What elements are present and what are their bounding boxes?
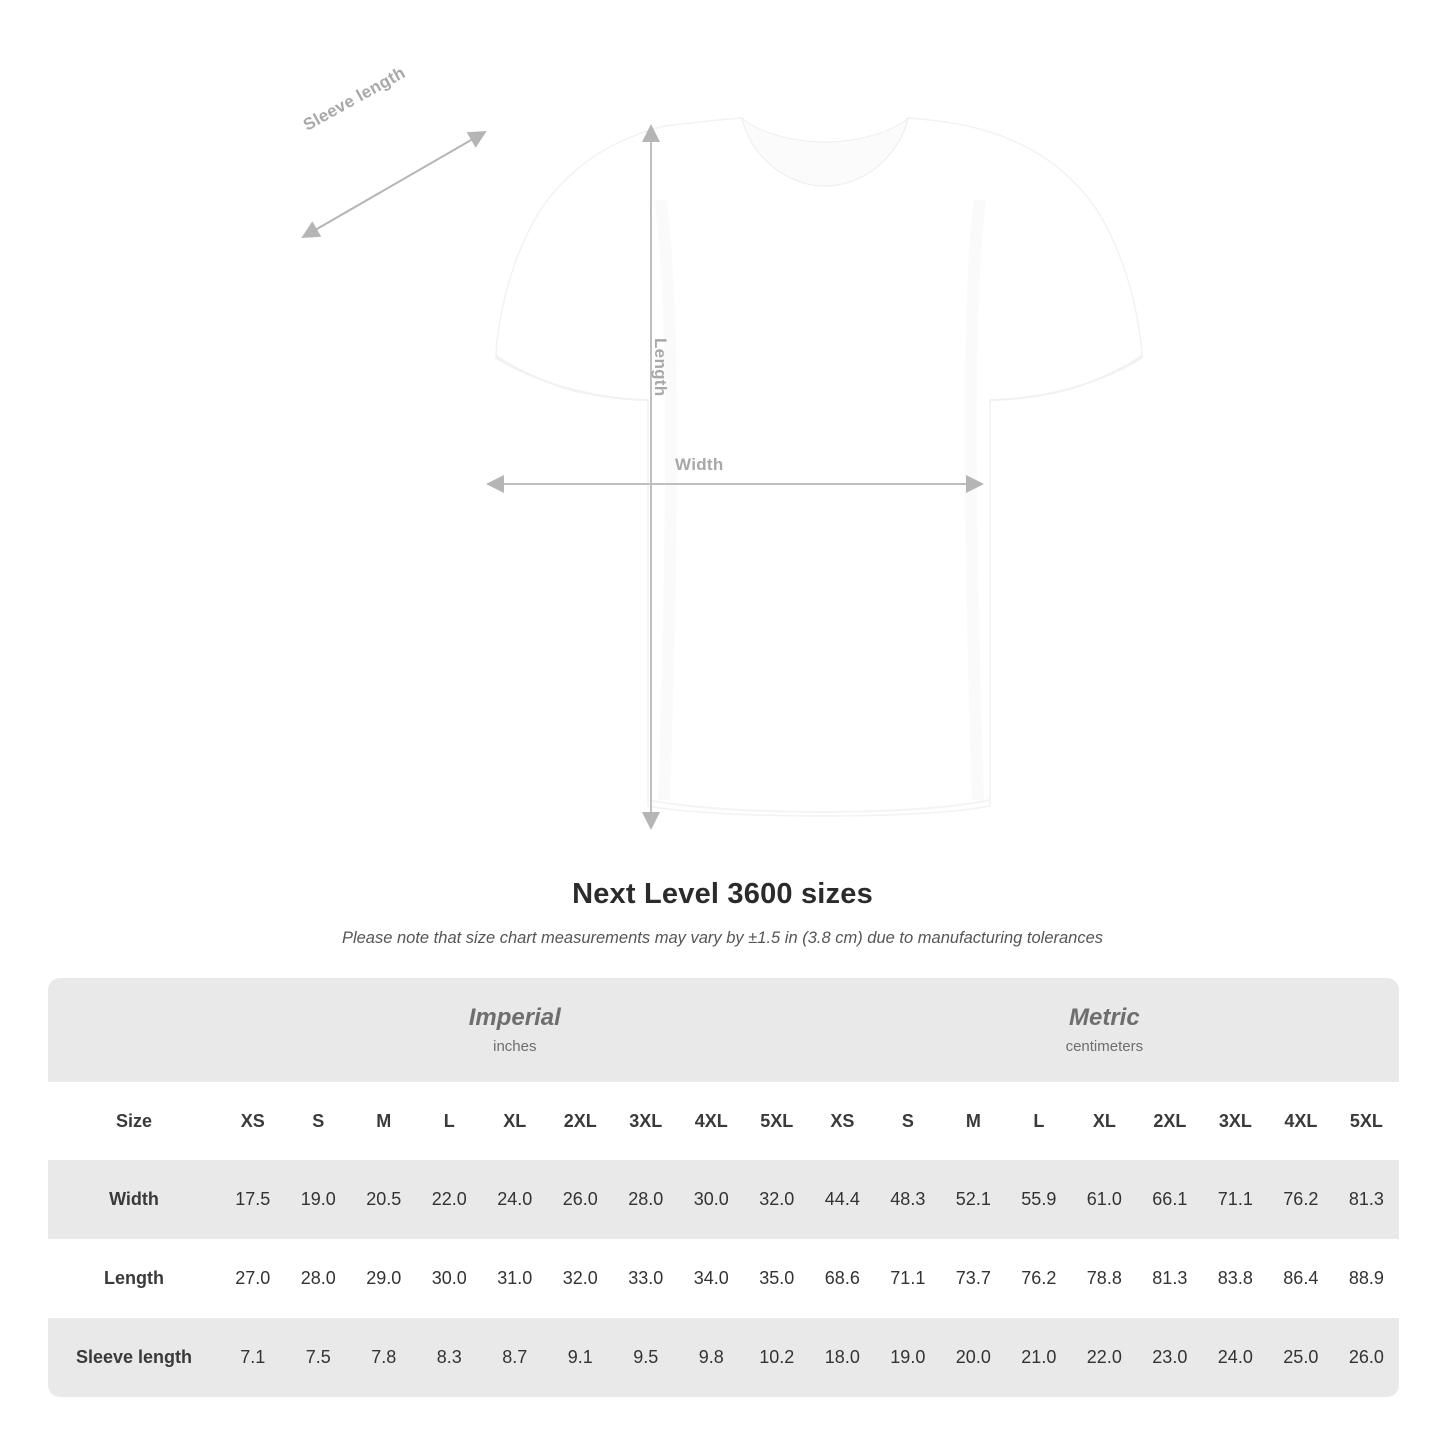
cell-length-8: 35.0	[744, 1239, 810, 1318]
table-row	[48, 1160, 1399, 1239]
cell-width-7: 30.0	[679, 1160, 745, 1239]
title-block	[0, 878, 1445, 948]
cell-width-4: 24.0	[482, 1160, 548, 1239]
size-header-2xl-metric: 2XL	[1137, 1082, 1203, 1160]
cell-length-0: 27.0	[220, 1239, 286, 1318]
sleeve-dimension-arrow	[303, 132, 485, 237]
cell-width-16: 76.2	[1268, 1160, 1334, 1239]
size-header-row	[48, 1082, 1399, 1160]
cell-sleeve-2: 7.8	[351, 1318, 417, 1397]
row-label-sleeve-length: Sleeve length	[48, 1318, 220, 1397]
cell-width-2: 20.5	[351, 1160, 417, 1239]
cell-length-15: 83.8	[1203, 1239, 1269, 1318]
size-header-xs-imperial: XS	[220, 1082, 286, 1160]
cell-width-9: 44.4	[810, 1160, 876, 1239]
cell-length-12: 76.2	[1006, 1239, 1072, 1318]
cell-width-8: 32.0	[744, 1160, 810, 1239]
size-header-5xl-imperial: 5XL	[744, 1082, 810, 1160]
table-row	[48, 1239, 1399, 1318]
cell-length-2: 29.0	[351, 1239, 417, 1318]
cell-sleeve-0: 7.1	[220, 1318, 286, 1397]
cell-length-1: 28.0	[286, 1239, 352, 1318]
cell-sleeve-15: 24.0	[1203, 1318, 1269, 1397]
unit-group-imperial-name: Imperial	[468, 1003, 561, 1031]
cell-length-7: 34.0	[679, 1239, 745, 1318]
size-header-l-metric: L	[1006, 1082, 1072, 1160]
size-table	[48, 978, 1399, 1397]
cell-width-5: 26.0	[548, 1160, 614, 1239]
cell-sleeve-3: 8.3	[417, 1318, 483, 1397]
page-title: Next Level 3600 sizes	[572, 878, 873, 910]
size-header-xs-metric: XS	[810, 1082, 876, 1160]
cell-sleeve-6: 9.5	[613, 1318, 679, 1397]
cell-length-13: 78.8	[1072, 1239, 1138, 1318]
cell-sleeve-17: 26.0	[1334, 1318, 1400, 1397]
size-header-4xl-metric: 4XL	[1268, 1082, 1334, 1160]
cell-width-12: 55.9	[1006, 1160, 1072, 1239]
cell-width-14: 66.1	[1137, 1160, 1203, 1239]
size-table-wrapper	[48, 978, 1397, 1397]
size-header-s-imperial: S	[286, 1082, 352, 1160]
cell-sleeve-5: 9.1	[548, 1318, 614, 1397]
size-header-m-metric: M	[941, 1082, 1007, 1160]
cell-width-17: 81.3	[1334, 1160, 1400, 1239]
size-header-5xl-metric: 5XL	[1334, 1082, 1400, 1160]
cell-width-0: 17.5	[220, 1160, 286, 1239]
cell-sleeve-13: 22.0	[1072, 1318, 1138, 1397]
size-header-2xl-imperial: 2XL	[548, 1082, 614, 1160]
sleeve-length-label: Sleeve length	[300, 62, 409, 135]
cell-length-17: 88.9	[1334, 1239, 1400, 1318]
length-label: Length	[651, 338, 670, 397]
cell-sleeve-9: 18.0	[810, 1318, 876, 1397]
row-label-width: Width	[48, 1160, 220, 1239]
unit-group-metric-name: Metric	[1069, 1003, 1140, 1031]
unit-group-imperial	[220, 978, 810, 1082]
cell-width-15: 71.1	[1203, 1160, 1269, 1239]
cell-width-3: 22.0	[417, 1160, 483, 1239]
cell-length-4: 31.0	[482, 1239, 548, 1318]
cell-length-10: 71.1	[875, 1239, 941, 1318]
cell-sleeve-11: 20.0	[941, 1318, 1007, 1397]
cell-width-1: 19.0	[286, 1160, 352, 1239]
cell-width-6: 28.0	[613, 1160, 679, 1239]
size-header-xl-metric: XL	[1072, 1082, 1138, 1160]
tshirt-shape	[496, 118, 1142, 816]
size-header-s-metric: S	[875, 1082, 941, 1160]
size-header-3xl-imperial: 3XL	[613, 1082, 679, 1160]
row-label-length: Length	[48, 1239, 220, 1318]
size-header-4xl-imperial: 4XL	[679, 1082, 745, 1160]
cell-length-5: 32.0	[548, 1239, 614, 1318]
cell-sleeve-7: 9.8	[679, 1318, 745, 1397]
cell-sleeve-16: 25.0	[1268, 1318, 1334, 1397]
cell-sleeve-14: 23.0	[1137, 1318, 1203, 1397]
cell-sleeve-1: 7.5	[286, 1318, 352, 1397]
cell-sleeve-10: 19.0	[875, 1318, 941, 1397]
cell-length-11: 73.7	[941, 1239, 1007, 1318]
cell-length-3: 30.0	[417, 1239, 483, 1318]
cell-length-14: 81.3	[1137, 1239, 1203, 1318]
cell-width-13: 61.0	[1072, 1160, 1138, 1239]
size-header-l-imperial: L	[417, 1082, 483, 1160]
size-header-label: Size	[48, 1082, 220, 1160]
cell-length-9: 68.6	[810, 1239, 876, 1318]
unit-group-metric	[810, 978, 1400, 1082]
cell-length-16: 86.4	[1268, 1239, 1334, 1318]
cell-width-11: 52.1	[941, 1160, 1007, 1239]
cell-sleeve-8: 10.2	[744, 1318, 810, 1397]
width-label: Width	[675, 455, 724, 474]
cell-width-10: 48.3	[875, 1160, 941, 1239]
size-header-m-imperial: M	[351, 1082, 417, 1160]
unit-group-row	[48, 978, 1399, 1082]
unit-row-spacer	[48, 978, 220, 1082]
size-header-xl-imperial: XL	[482, 1082, 548, 1160]
cell-length-6: 33.0	[613, 1239, 679, 1318]
tolerance-note: Please note that size chart measurements may vary by ±1.5 in (3.8 cm) due to manufacturing tolerances	[341, 929, 1104, 947]
unit-group-metric-sub: centimeters	[1065, 1038, 1144, 1056]
cell-sleeve-4: 8.7	[482, 1318, 548, 1397]
size-header-3xl-metric: 3XL	[1203, 1082, 1269, 1160]
table-row	[48, 1318, 1399, 1397]
unit-group-imperial-sub: inches	[493, 1038, 537, 1056]
cell-sleeve-12: 21.0	[1006, 1318, 1072, 1397]
